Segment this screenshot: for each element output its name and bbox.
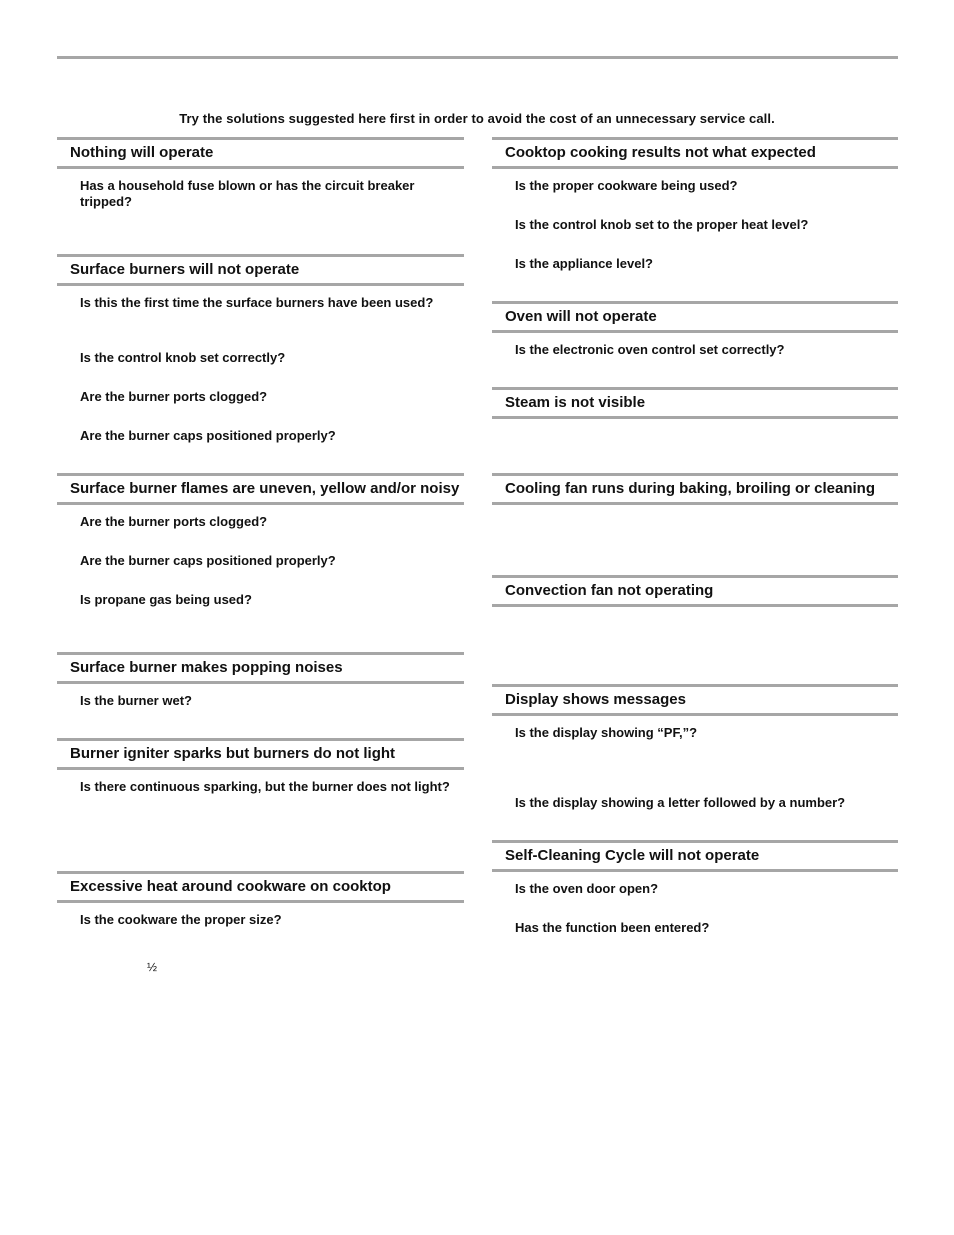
question-cookware-size: Is the cookware the proper size? — [80, 912, 282, 927]
question-first-time-burners: Is this the first time the surface burners have been used? — [80, 295, 434, 310]
question-burner-caps-positioned: Are the burner caps positioned properly? — [80, 428, 336, 443]
heading-popping-noises: Surface burner makes popping noises — [57, 652, 464, 684]
heading-convection-fan: Convection fan not operating — [492, 575, 898, 607]
question-display-pf: Is the display showing “PF,”? — [515, 725, 698, 740]
intro-text: Try the solutions suggested here first in order to avoid the cost of an unnecessary service call. — [179, 111, 775, 126]
question-fuse-blown: Has a household fuse blown or has the circuit breaker tripped? — [80, 178, 415, 209]
question-electronic-oven-control: Is the electronic oven control set correctly? — [515, 342, 785, 357]
question-propane-gas: Is propane gas being used? — [80, 592, 252, 607]
heading-self-cleaning: Self-Cleaning Cycle will not operate — [492, 840, 898, 872]
question-proper-cookware: Is the proper cookware being used? — [515, 178, 738, 193]
heading-nothing-will-operate: Nothing will operate — [57, 137, 464, 169]
question-display-letter-number: Is the display showing a letter followed by a number? — [515, 795, 846, 810]
heading-steam-not-visible: Steam is not visible — [492, 387, 898, 419]
heading-excessive-heat: Excessive heat around cookware on cooktop — [57, 871, 464, 903]
heading-cooling-fan-runs: Cooling fan runs during baking, broiling or cleaning — [492, 473, 898, 505]
question-control-knob-correct: Is the control knob set correctly? — [80, 350, 286, 365]
heading-flames-uneven: Surface burner flames are uneven, yellow and/or noisy — [57, 473, 464, 505]
question-oven-door-open: Is the oven door open? — [515, 881, 659, 896]
heading-oven-will-not-operate: Oven will not operate — [492, 301, 898, 333]
question-burner-wet: Is the burner wet? — [80, 693, 192, 708]
question-burner-ports-clogged-2: Are the burner ports clogged? — [80, 514, 268, 529]
question-function-entered: Has the function been entered? — [515, 920, 710, 935]
heading-surface-burners-will-not-operate: Surface burners will not operate — [57, 254, 464, 286]
question-control-knob-heat-level: Is the control knob set to the proper heat level? — [515, 217, 809, 232]
question-continuous-sparking: Is there continuous sparking, but the burner does not light? — [80, 779, 450, 794]
question-burner-ports-clogged: Are the burner ports clogged? — [80, 389, 268, 404]
question-appliance-level: Is the appliance level? — [515, 256, 653, 271]
top-rule — [57, 56, 898, 59]
heading-cooktop-results: Cooktop cooking results not what expected — [492, 137, 898, 169]
heading-display-messages: Display shows messages — [492, 684, 898, 716]
question-burner-caps-positioned-2: Are the burner caps positioned properly? — [80, 553, 336, 568]
heading-igniter-sparks: Burner igniter sparks but burners do not light — [57, 738, 464, 770]
fraction-mark: ½ — [147, 960, 158, 974]
